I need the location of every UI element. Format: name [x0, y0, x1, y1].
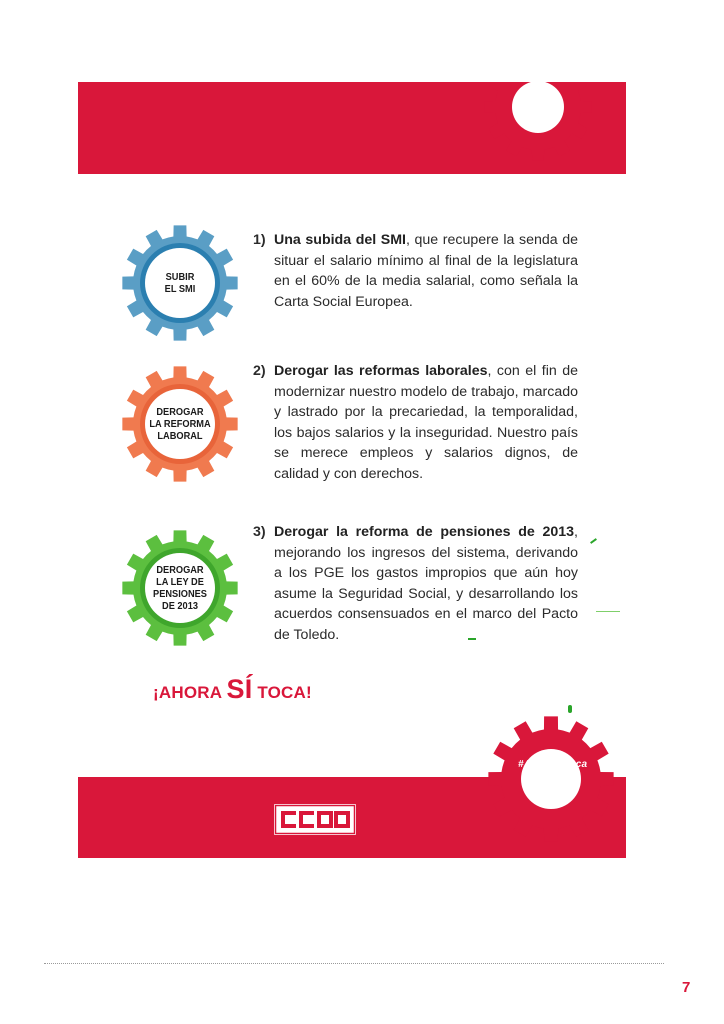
- flyer-card: [78, 82, 626, 858]
- green-splash: [468, 638, 476, 640]
- item-text: [274, 522, 578, 646]
- item-body: , mejorando los ingresos del sistema, derivando a los PGE los gastos impropios que aún hoy asume la Seguridad Social, y desarrollando los acuerdos consensuados en el marco del Pacto de Toledo.: [274, 524, 578, 643]
- item-title: Derogar la reforma de pensiones de 2013: [274, 524, 575, 540]
- item-body: , con el fin de modernizar nuestro modelo de trabajo, marcado y lastrado por la precariedad, la temporalidad, los bajos salarios y la inseguridad. Nuestro país se merece empleos y salarios dignos, de calidad y con derechos.: [274, 363, 578, 482]
- badge-subir-smi: [121, 224, 239, 342]
- ccoo-logo: [274, 804, 356, 835]
- item-number: 3): [253, 524, 266, 540]
- item-title: Derogar las reformas laborales: [274, 363, 488, 379]
- slogan-emphasis: SÍ: [226, 674, 253, 704]
- item-number: 1): [253, 232, 266, 248]
- badge-label: DEROGAR LA LEY DE PENSIONES DE 2013: [153, 564, 207, 612]
- slogan-pre: ¡AHORA: [153, 683, 227, 702]
- item-text: [274, 361, 578, 485]
- badge-label: SUBIR EL SMI: [164, 271, 196, 295]
- badge-derogar-ley-pensiones: [121, 529, 239, 647]
- proposal-item: [253, 230, 578, 312]
- item-body: , que recupere la senda de situar el salario mínimo al final de la legislatura en el 60% de la media salarial, como señala la Carta Social Europea.: [274, 232, 578, 310]
- slogan-post: TOCA!: [252, 683, 312, 702]
- decorative-gear-bottom: [486, 714, 616, 844]
- page-number: 7: [682, 979, 691, 996]
- proposal-item: [253, 361, 578, 485]
- green-splash: [590, 538, 597, 544]
- item-text: [274, 230, 578, 312]
- item-title: Una subida del SMI: [274, 232, 406, 248]
- hashtag: #AhoraSíToca: [518, 759, 588, 770]
- green-splash: [568, 705, 572, 713]
- logo-mark: [274, 804, 356, 835]
- footer-divider: [44, 963, 664, 964]
- slogan: [153, 674, 312, 705]
- decorative-gear-top: [483, 82, 593, 162]
- badge-label: DEROGAR LA REFORMA LABORAL: [149, 406, 211, 442]
- item-number: 2): [253, 363, 266, 379]
- proposal-item: [253, 522, 578, 646]
- green-splash: [596, 611, 620, 612]
- badge-derogar-reforma-laboral: [121, 365, 239, 483]
